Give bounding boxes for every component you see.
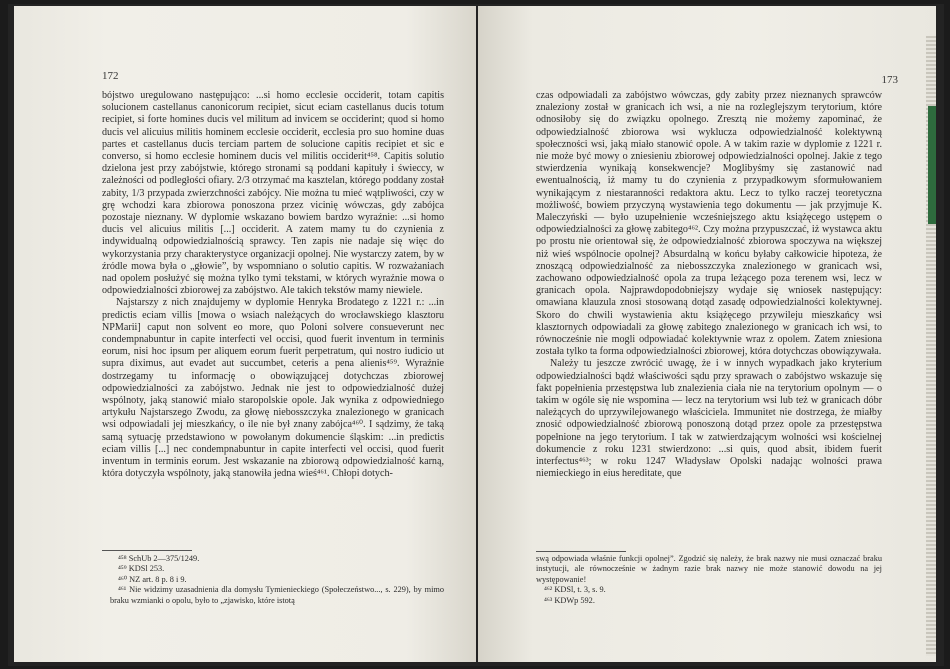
body-text <box>102 90 444 481</box>
footnote-rule <box>536 551 626 552</box>
footnote: ⁴⁶² KDSl, t. 3, s. 9. <box>544 585 606 595</box>
book-spread <box>8 4 944 666</box>
footnote: ⁴⁶⁰ NZ art. 8 p. 8 i 9. <box>118 574 187 584</box>
right-page <box>478 6 936 662</box>
paragraph: Należy tu jeszcze zwrócić uwagę, że i w innych wypadkach jako kryterium odpowiedzialności bądź właściwości sądu przy sprawach o zabójstwo wskazuje się fakt popełnienia przestępstwa lub znalezienia ciała nie na terytorium opolnym — o takim w ogóle się nie wspomina — lecz na terytorium wsi lub też w granicach dóbr należących do uprzywilejowanego właściciela. Immunitet nie dostrzega, że miałby znosić odpowiedzialność zbiorową ponoszoną dotąd przez opole za przestępstwa popełnione na jego terytorium. I tak w zatwierdzającym wolności wsi kościelnej dokumencie z roku 1231 stwierdzono: ...si quis, quod absit, ibidem fuerit interfectus⁴⁶³; w roku 1247 Władysław Opolski nadając wolności prawa niemieckiego in eius hereditate, que <box>536 358 882 480</box>
page-number: 173 <box>881 74 898 86</box>
footnotes <box>110 554 444 606</box>
page-number: 172 <box>102 70 119 82</box>
footnote: ⁴⁶¹ Nie widzimy uzasadnienia dla domysłu Tymienieckiego (Społeczeństwo..., s. 229), by mimo braku wzmianki o opolu, było to „zjawisko, które istotą <box>110 585 444 605</box>
footnote: ⁴⁵⁹ KDSl 253. <box>118 564 165 574</box>
paragraph: bójstwo uregulowano następująco: ...si homo ecclesie occiderit, totam capitis solucionem castellanus canonicorum recipiet, sicut eciam castellanus ducis totum recipiet, si forte homines ducis vel militum ad invicem se occiderint; quod si homo ducis vel alicuius militis hominem ecclesie occiderit, ecclesia pro suo homine duas partes et castellanus ducis terciam partem de solucione capitis recipiet et sic e converso, si homo ecclesie hominem ducis vel militis occiderit⁴⁵⁸. Capitis solutio dzielona jest przy zabójstwie, którego stronami są poddani kapituły i świeccy, w zależności od podległości ofiary. 2/3 otrzymać ma kasztelan, którego poddany został zabity, 1/3 przypada zwierzchności zabójcy. Nie można tu mieć wątpliwości, czy w grę wchodzi kara zbiorowa ponoszona przez vicinię wówczas, gdy zabójca pozostaje nieznany. W dyplomie wskazano bowiem bardzo wyraźnie: ...si homo ducis vel alicuius militis [...] occiderit. A zatem mamy tu do czynienia z indywidualną odpowiedzialnością sprawcy. Ten zapis nie nadaje się więc do wykorzystania przy charakterystyce organizacji opolnej. Nie wystarczy zatem, by w źródle mowa była o „głowie”, by wspomniano o solutio capitis. W rozważaniach nad opolem posłużyć się można tylko tymi tekstami, w których wyraźnie mowa o odpowiedzialności zbiorowej za zabójstwo. Ale takich tekstów mamy niewiele. <box>102 90 444 297</box>
footnote: ⁴⁶³ KDWp 592. <box>544 595 595 605</box>
body-text <box>536 90 882 481</box>
footnote: swą odpowiada właśnie funkcji opolnej”. Zgodzić się należy, że brak nazwy nie musi oznaczać braku instytucji, ale równocześnie w żadnym razie brak nazwy nie może stanowić dowodu na jej występowanie! <box>536 554 882 584</box>
footnotes <box>536 554 882 606</box>
bookmark-tab <box>928 106 936 224</box>
left-page <box>14 6 476 662</box>
paragraph: czas odpowiadali za zabójstwo wówczas, gdy zabity przez nieznanych sprawców znaleziony został w granicach ich wsi, a nie na rozleglejszym terytorium, które odnosiłoby się do związku opolnego. Zresztą nie możemy zapominać, że odpowiedzialność zbiorowa wsi wyklucza odpowiedzialność kolektywną społeczności wsi, jaką miało stanowić opole. A w takim razie w dyplomie z 1221 r. nie może być mowy o zniesieniu zbiorowej odpowiedzialności opolnej. Jakie z tego stwierdzenia wynikają konsekwencje? Moglibyśmy się zastanowić nad ewentualnością, iż mamy tu do czynienia z przypadkowym sformułowaniem wynikającym z niestaranności redaktora aktu. Lecz to tylko raczej teoretyczna możliwość, bowiem przyczyną wystawienia tego dokumentu — jak przyjmuje K. Maleczyński — było uzupełnienie wcześniejszego aktu książęcego ustępem o odpowiedzialności za głowę zabitego⁴⁶². Czy można przypuszczać, iż wystawca aktu po prostu nie orientował się, że odpowiedzialność zbiorowa spoczywa na większej niż wieś wspólnocie opolnej? Absurdalną w końcu byłaby całkowicie hipoteza, że znoszącą odpowiedzialność za niebosszczyka znalezionego w granicach wsi, zachowano odpowiedzialność opola za trupa leżącego poza terenem wsi, lecz w granicach opola. Najprawdopodobniejszy wydaje się wniosek następujący: omawiana klauzula znosi stosowaną dotąd zasadę odpowiedzialności kolektywnej. Skoro do chwili wystawienia aktu książęcego przywileju mieszkańcy wsi klasztornych odpowiadali za głowę zabitego znalezionego w granicach ich wsi, to równocześnie nie mogli odpowiadać kolektywnie wraz z opolem. Zatem zniesiona została tylko ta forma odpowiedzialności zbiorowej, która dotychczas obowiązywała. <box>536 90 882 358</box>
footnote-rule <box>102 550 192 551</box>
footnote: ⁴⁵⁸ SchUb 2—375/1249. <box>118 554 200 563</box>
paragraph: Najstarszy z nich znajdujemy w dyplomie Henryka Brodatego z 1221 r.: ...in predictis eciam villis [mowa o wsiach należących do wrocławskiego klasztoru NPMarii] caput non solvent eo more, quo Poloni solvere consueverunt nec condempnabuntur in capite interfecti vel occisi, quod fuerit inventum in terminis eorum, nisi hoc ipsum per aliquem eorum fuerit perpetratum, qui nostro iudicio ut supra diximus, aut evadet aut succumbet, ceteris a pena alienis⁴⁵⁹. Wyraźnie dostrzegamy tu informację o obowiązującej dotychczas zbiorowej odpowiedzialności za zabójstwo. Jednak nie jest to odpowiedzialność dużej wspólnoty, jaką stanowić miało staropolskie opole. Jak wynika z odpowiedniego artykułu Najstarszego Zwodu, za głowę niebosszczyka znalezionego w granicach wsi odpowiadali jej mieszkańcy, o ile nie był znany zabójca⁴⁶⁰. I sądzimy, że taką samą sytuację przedstawiono w powołanym dokumencie śląskim: ...in predictis eciam villis [...] nec condempnabuntur in capite interfecti vel occisi, quod fuerit inventum in terminis eorum. Jest wskazanie na zbiorową odpowiedzialność karną, która dotyczyła wspólnoty, jaką stanowiła jedna wieś⁴⁶¹. Chłopi dotych- <box>102 297 444 480</box>
